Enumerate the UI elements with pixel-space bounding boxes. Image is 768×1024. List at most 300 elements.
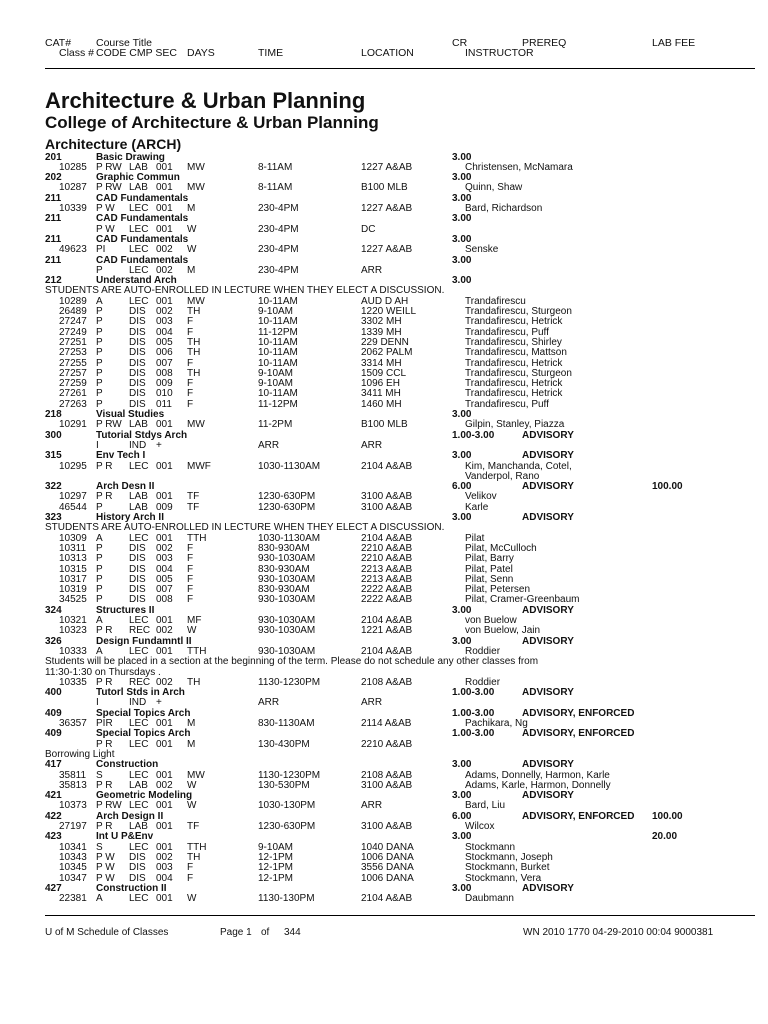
code: P xyxy=(96,542,103,554)
time: 230-4PM xyxy=(258,244,299,256)
days: M xyxy=(187,264,196,276)
section-row xyxy=(0,245,768,255)
location: 3100 A&AB xyxy=(361,491,413,503)
days: TH xyxy=(187,347,201,359)
component: LEC xyxy=(129,841,149,853)
location: 3314 MH xyxy=(361,357,402,369)
class-number: 10339 xyxy=(59,203,87,214)
section-number: 001 xyxy=(156,223,173,235)
credits: 3.00 xyxy=(452,831,472,843)
col-header-time: TIME xyxy=(258,47,284,59)
time: 1130-1230PM xyxy=(258,676,321,688)
code: PIR xyxy=(96,718,113,729)
credits: 3.00 xyxy=(452,604,472,616)
cat-number: 324 xyxy=(45,604,62,616)
component: LAB xyxy=(129,182,148,194)
col-header-location: LOCATION xyxy=(361,47,414,59)
section-number: 009 xyxy=(156,501,173,513)
instructor: Trandafirescu, Mattson xyxy=(465,347,567,359)
days: TH xyxy=(187,676,201,688)
days: MW xyxy=(187,295,205,307)
time: 1230-630PM xyxy=(258,501,316,513)
col-header-class: Class # xyxy=(59,47,95,59)
component: DIS xyxy=(129,378,146,390)
class-number: 10317 xyxy=(59,573,87,585)
section-number: 001 xyxy=(156,491,173,503)
instructor: Pilat, Patel xyxy=(465,563,513,575)
code: S xyxy=(96,841,103,853)
days: M xyxy=(187,738,196,750)
location: 2210 A&AB xyxy=(361,738,413,750)
time: 12-1PM xyxy=(258,872,294,884)
col-header-cr: CR xyxy=(452,37,468,49)
class-number: 27261 xyxy=(59,388,87,400)
code: P xyxy=(96,573,103,585)
instructor: Gilpin, Stanley, Piazza xyxy=(465,419,565,431)
component: LEC xyxy=(129,893,149,905)
component: DIS xyxy=(129,584,146,596)
cat-number: 300 xyxy=(45,429,62,441)
class-number: 10313 xyxy=(59,553,87,565)
credits: 1.00-3.00 xyxy=(452,707,495,719)
header-rule xyxy=(45,68,755,69)
location: 1096 EH xyxy=(361,378,400,390)
instructor: Pilat, McCulloch xyxy=(465,542,537,554)
code: A xyxy=(96,645,103,657)
section-number: 001 xyxy=(156,841,173,853)
days: F xyxy=(187,862,194,874)
prereq: ADVISORY, ENFORCED xyxy=(522,707,635,719)
class-number: 27197 xyxy=(59,821,87,832)
days: M xyxy=(187,203,196,214)
time: 930-1030AM xyxy=(258,615,316,626)
code: P RW xyxy=(96,800,122,812)
time: 830-930AM xyxy=(258,563,310,575)
time: 930-1030AM xyxy=(258,553,316,565)
instructor: Trandafirescu, Shirley xyxy=(465,336,562,348)
section-number: 001 xyxy=(156,769,173,781)
component: LEC xyxy=(129,532,149,544)
time: 9-10AM xyxy=(258,378,294,390)
col-header-course-title: Course Title xyxy=(96,37,153,49)
time: 10-11AM xyxy=(258,388,298,400)
code: A xyxy=(96,295,103,307)
section-number: 010 xyxy=(156,388,173,400)
section-row xyxy=(0,863,768,873)
course-title: Geometric Modeling xyxy=(96,790,193,802)
lab-fee: 20.00 xyxy=(652,831,678,843)
course-title: CAD Fundamentals xyxy=(96,254,189,266)
section-number: 002 xyxy=(156,625,173,637)
location: 2222 A&AB xyxy=(361,584,413,596)
component: LAB xyxy=(129,419,148,431)
lab-fee: 100.00 xyxy=(652,481,683,493)
lab-fee: 100.00 xyxy=(652,810,683,822)
days: MWF xyxy=(187,460,211,472)
instructor: Adams, Karle, Harmon, Donnelly xyxy=(465,779,611,791)
course-title: Arch Desn II xyxy=(96,481,155,493)
component: IND xyxy=(129,439,147,451)
time: 1230-630PM xyxy=(258,491,316,503)
prereq: ADVISORY, ENFORCED xyxy=(522,810,635,822)
location: AUD D AH xyxy=(361,295,409,307)
col-header-prereq: PREREQ xyxy=(522,37,567,49)
section-number: 001 xyxy=(156,821,173,832)
time: ARR xyxy=(258,439,280,451)
cat-number: 423 xyxy=(45,831,62,843)
location: 1006 DANA xyxy=(361,872,414,884)
class-number: 27259 xyxy=(59,378,87,390)
component: DIS xyxy=(129,398,146,410)
course-title: CAD Fundamentals xyxy=(96,192,189,204)
class-number: 10335 xyxy=(59,676,87,688)
footer-of-label: of xyxy=(261,927,270,938)
location: 2114 A&AB xyxy=(361,718,412,729)
component: DIS xyxy=(129,336,146,348)
location: 1006 DANA xyxy=(361,851,414,863)
section-number: 001 xyxy=(156,203,173,214)
course-title: Understand Arch xyxy=(96,275,177,287)
class-number: 27251 xyxy=(59,336,87,348)
code: P R xyxy=(96,821,113,832)
col-header-cat: CAT# xyxy=(45,37,72,49)
days: MF xyxy=(187,615,202,626)
credits: 3.00 xyxy=(452,233,472,245)
class-number: 10297 xyxy=(59,491,87,503)
col-header-lab-fee: LAB FEE xyxy=(652,37,696,49)
class-number: 10345 xyxy=(59,862,87,874)
location: 1460 MH xyxy=(361,398,402,410)
code: P RW xyxy=(96,182,122,194)
code: P xyxy=(96,367,103,379)
location: 1040 DANA xyxy=(361,841,414,853)
location: 3411 MH xyxy=(361,388,401,400)
section-number: 002 xyxy=(156,306,173,317)
class-number: 27249 xyxy=(59,326,87,338)
component: DIS xyxy=(129,563,146,575)
component: DIS xyxy=(129,316,146,328)
prereq: ADVISORY xyxy=(522,481,574,493)
prereq: ADVISORY xyxy=(522,450,574,462)
code: P R xyxy=(96,779,113,791)
days: F xyxy=(187,326,194,338)
section-row xyxy=(0,462,768,472)
credits: 3.00 xyxy=(452,790,472,802)
component: LAB xyxy=(129,779,148,791)
instructor: Pilat xyxy=(465,532,485,544)
credits: 1.00-3.00 xyxy=(452,429,495,441)
course-title: Graphic Commun xyxy=(96,172,180,184)
cat-number: 326 xyxy=(45,635,62,647)
code: P xyxy=(96,398,103,410)
cat-number: 201 xyxy=(45,151,62,163)
location: 2104 A&AB xyxy=(361,460,413,472)
days: TTH xyxy=(187,532,207,544)
location: 1509 CCL xyxy=(361,367,407,379)
instructor: Bard, Richardson xyxy=(465,203,543,214)
class-number: 10309 xyxy=(59,532,87,544)
class-number: 10321 xyxy=(59,615,87,626)
course-title: Construction II xyxy=(96,882,167,894)
credits: 3.00 xyxy=(452,759,472,771)
location: 2104 A&AB xyxy=(361,645,413,657)
class-number: 27253 xyxy=(59,347,87,359)
location: DC xyxy=(361,223,376,235)
cat-number: 323 xyxy=(45,512,62,523)
days: F xyxy=(187,398,194,410)
credits: 6.00 xyxy=(452,810,472,822)
location: 3100 A&AB xyxy=(361,779,413,791)
code: S xyxy=(96,769,103,781)
days: TF xyxy=(187,501,200,513)
component: LEC xyxy=(129,264,149,276)
class-number: 35811 xyxy=(59,769,87,781)
location: 3100 A&AB xyxy=(361,821,413,832)
component: DIS xyxy=(129,542,146,554)
days: W xyxy=(187,779,197,791)
section-number: 003 xyxy=(156,316,173,328)
cat-number: 211 xyxy=(45,254,62,266)
prereq: ADVISORY xyxy=(522,759,574,771)
prereq: ADVISORY xyxy=(522,687,574,699)
days: TF xyxy=(187,821,200,832)
section-number: 008 xyxy=(156,367,173,379)
days: F xyxy=(187,388,194,400)
location: 1227 A&AB xyxy=(361,161,413,173)
section-number: 001 xyxy=(156,718,173,729)
course-row xyxy=(0,688,768,698)
location: 3100 A&AB xyxy=(361,501,413,513)
section-number: 008 xyxy=(156,594,173,606)
days: MW xyxy=(187,419,205,431)
class-number: 10323 xyxy=(59,625,87,637)
instructor: Trandafirescu, Sturgeon xyxy=(465,306,572,317)
section-number: 002 xyxy=(156,244,173,256)
days: F xyxy=(187,316,194,328)
credits: 3.00 xyxy=(452,635,472,647)
time: 230-4PM xyxy=(258,203,299,214)
days: F xyxy=(187,584,194,596)
time: 8-11AM xyxy=(258,161,293,173)
location: 2222 A&AB xyxy=(361,594,413,606)
section-number: 003 xyxy=(156,862,173,874)
class-number: 35813 xyxy=(59,779,87,791)
component: REC xyxy=(129,676,151,688)
component: LAB xyxy=(129,501,148,513)
cat-number: 409 xyxy=(45,728,62,740)
location: 1339 MH xyxy=(361,326,402,338)
location: ARR xyxy=(361,264,383,276)
component: DIS xyxy=(129,347,146,359)
instructor: Pilat, Cramer-Greenbaum xyxy=(465,594,580,606)
component: LEC xyxy=(129,244,149,256)
code: P W xyxy=(96,872,115,884)
component: LEC xyxy=(129,460,149,472)
instructor: Wilcox xyxy=(465,821,495,832)
time: 930-1030AM xyxy=(258,645,316,657)
days: F xyxy=(187,573,194,585)
col-header-code-cmp-sec: CODE CMP SEC xyxy=(96,47,177,59)
days: TTH xyxy=(187,841,207,853)
code: A xyxy=(96,532,103,544)
location: 3302 MH xyxy=(361,316,402,328)
location: 2210 A&AB xyxy=(361,553,413,565)
time: 10-11AM xyxy=(258,357,298,369)
course-title: Tutorl Stds in Arch xyxy=(96,687,185,699)
course-row xyxy=(0,214,768,224)
code: A xyxy=(96,615,103,626)
component: LAB xyxy=(129,821,148,832)
class-number: 46544 xyxy=(59,501,87,513)
instructor: Trandafirescu xyxy=(465,295,526,307)
time: 130-530PM xyxy=(258,779,310,791)
instructor: Pilat, Senn xyxy=(465,573,514,585)
class-number: 27255 xyxy=(59,357,87,369)
credits: 3.00 xyxy=(452,450,472,462)
class-number: 10289 xyxy=(59,295,87,307)
code: P xyxy=(96,553,103,565)
code: P R xyxy=(96,738,113,750)
credits: 3.00 xyxy=(452,275,472,287)
component: LEC xyxy=(129,645,149,657)
credits: 3.00 xyxy=(452,151,472,163)
days: F xyxy=(187,378,194,390)
location: B100 MLB xyxy=(361,182,408,194)
instructor: Velikov xyxy=(465,491,497,503)
credits: 3.00 xyxy=(452,254,472,266)
class-number: 10347 xyxy=(59,872,87,884)
component: DIS xyxy=(129,306,146,317)
component: LEC xyxy=(129,738,149,750)
instructor: von Buelow, Jain xyxy=(465,625,541,637)
instructor: Senske xyxy=(465,244,499,256)
footer-rule xyxy=(45,915,755,916)
section-number: + xyxy=(156,697,162,709)
class-number: 36357 xyxy=(59,718,87,729)
credits: 3.00 xyxy=(452,172,472,184)
component: DIS xyxy=(129,594,146,606)
days: W xyxy=(187,893,197,905)
time: 9-10AM xyxy=(258,367,294,379)
instructor: Karle xyxy=(465,501,489,513)
location: 1220 WEILL xyxy=(361,306,417,317)
days: F xyxy=(187,594,194,606)
instructor: Quinn, Shaw xyxy=(465,182,523,194)
section-row xyxy=(0,894,768,904)
section-number: 003 xyxy=(156,553,173,565)
credits: 6.00 xyxy=(452,481,472,493)
cat-number: 422 xyxy=(45,810,62,822)
time: 10-11AM xyxy=(258,295,298,307)
component: LEC xyxy=(129,203,149,214)
code: P xyxy=(96,388,103,400)
time: 830-1130AM xyxy=(258,718,315,729)
code: A xyxy=(96,893,103,905)
location: 2108 A&AB xyxy=(361,676,413,688)
code: P xyxy=(96,264,103,276)
days: F xyxy=(187,872,194,884)
course-row xyxy=(0,431,768,441)
component: DIS xyxy=(129,326,146,338)
credits: 1.00-3.00 xyxy=(452,687,495,699)
instructor: Daubmann xyxy=(465,893,514,905)
code: P R xyxy=(96,491,113,503)
section-row xyxy=(0,348,768,358)
cat-number: 322 xyxy=(45,481,62,493)
instructor: Trandafirescu, Hetrick xyxy=(465,357,563,369)
section-number: 005 xyxy=(156,573,173,585)
days: W xyxy=(187,625,197,637)
location: 2104 A&AB xyxy=(361,893,413,905)
class-number: 10373 xyxy=(59,800,87,812)
section-number: 004 xyxy=(156,326,173,338)
course-title: Special Topics Arch xyxy=(96,707,191,719)
footer-page-label: Page 1 xyxy=(220,927,252,938)
course-row xyxy=(0,760,768,770)
component: LEC xyxy=(129,769,149,781)
prereq: ADVISORY xyxy=(522,635,574,647)
code: P xyxy=(96,316,103,328)
code: P xyxy=(96,347,103,359)
section-number: 002 xyxy=(156,779,173,791)
component: DIS xyxy=(129,862,146,874)
code: P xyxy=(96,306,103,317)
section-number: 001 xyxy=(156,161,173,173)
instructor: Trandafirescu, Hetrick xyxy=(465,388,563,400)
cat-number: 218 xyxy=(45,409,62,420)
component: LEC xyxy=(129,295,149,307)
section-number: + xyxy=(156,439,162,451)
section-number: 002 xyxy=(156,542,173,554)
class-number: 27263 xyxy=(59,398,87,410)
location: 229 DENN xyxy=(361,336,409,348)
code: P R xyxy=(96,460,113,472)
credits: 3.00 xyxy=(452,882,472,894)
class-number: 10291 xyxy=(59,419,87,431)
course-title: History Arch II xyxy=(96,512,164,523)
cat-number: 211 xyxy=(45,233,62,245)
prereq: ADVISORY xyxy=(522,429,574,441)
code: P RW xyxy=(96,161,122,173)
course-title: Arch Design II xyxy=(96,810,164,822)
time: 11-12PM xyxy=(258,326,298,338)
code: P xyxy=(96,594,103,606)
component: LEC xyxy=(129,223,149,235)
footer-run-info: WN 2010 1770 04-29-2010 00:04 9000381 xyxy=(523,927,714,938)
time: 1130-130PM xyxy=(258,893,315,905)
component: LEC xyxy=(129,615,149,626)
cat-number: 409 xyxy=(45,707,62,719)
col-header-instructor: INSTRUCTOR xyxy=(465,47,534,59)
days: MW xyxy=(187,182,205,194)
note-text: Borrowing Light xyxy=(45,748,115,760)
class-number: 10287 xyxy=(59,182,87,194)
class-number: 10343 xyxy=(59,851,87,863)
days: M xyxy=(187,718,196,729)
location: ARR xyxy=(361,800,383,812)
instructor: Bard, Liu xyxy=(465,800,506,812)
instructor: von Buelow xyxy=(465,615,517,626)
note-text: Students will be placed in a section at the beginning of the term. Please do not schedule any other classes from xyxy=(45,656,539,668)
days: TH xyxy=(187,336,201,348)
section-number: 001 xyxy=(156,532,173,544)
instructor: Pachikara, Ng xyxy=(465,718,528,729)
class-number: 27247 xyxy=(59,316,87,328)
location: 1221 A&AB xyxy=(361,625,413,637)
time: 130-430PM xyxy=(258,738,310,750)
time: ARR xyxy=(258,697,280,709)
prereq: ADVISORY xyxy=(522,604,574,616)
